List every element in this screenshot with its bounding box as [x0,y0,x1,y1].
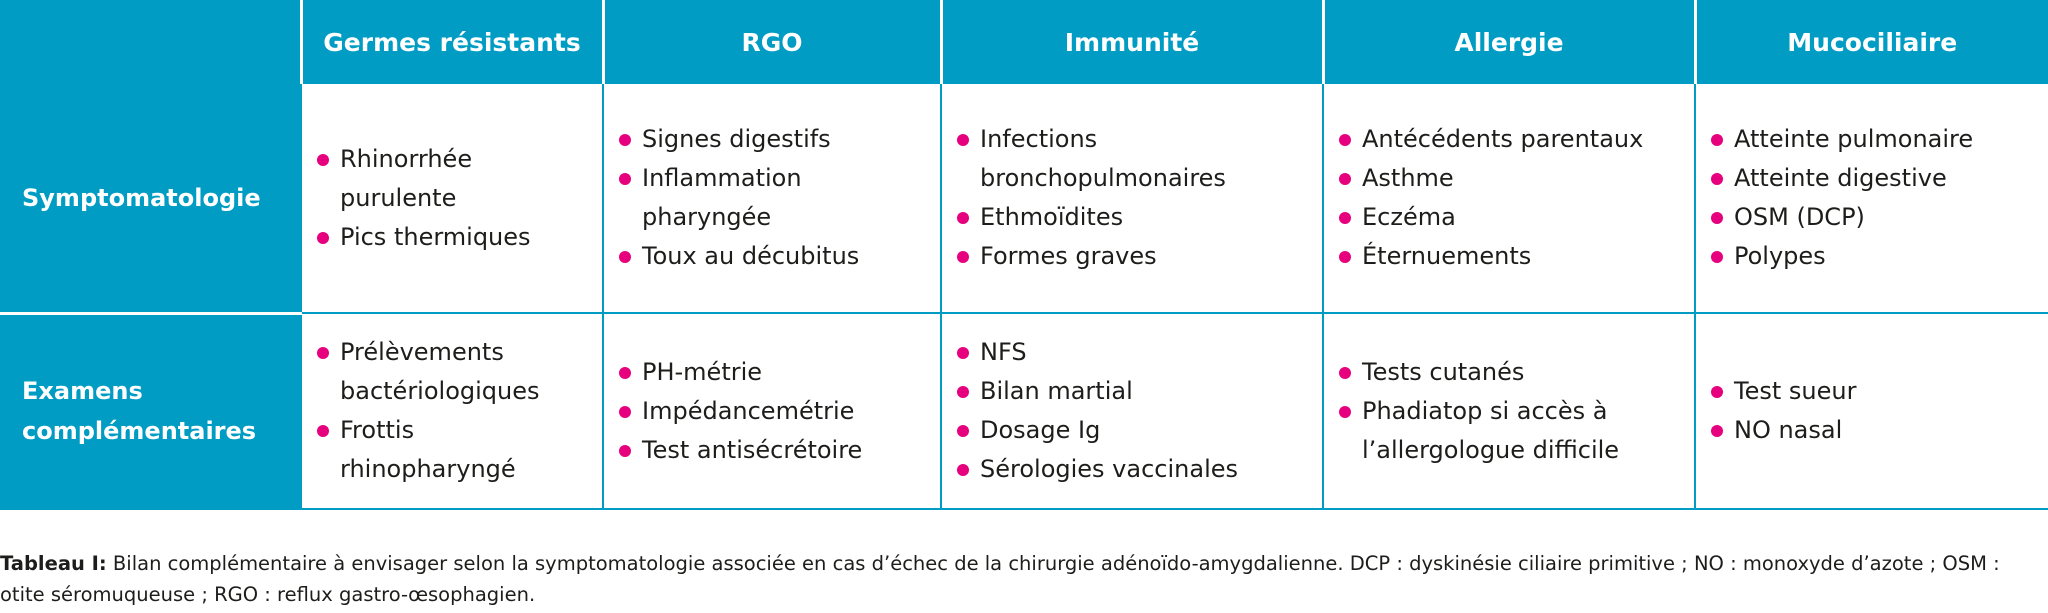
list-item-text: Asthme [1362,164,1454,192]
bullet-dot-icon [1339,251,1351,263]
list-item-text: Bilan martial [980,377,1133,405]
bullet-dot-icon [1339,212,1351,224]
list-item-text: Eczéma [1362,203,1456,231]
bullet-dot-icon [619,251,631,263]
table-cell [1695,83,2048,313]
list-item-text: Inflammation pharyngée [642,164,802,231]
list-item [956,198,1316,237]
list-item [1710,372,2042,411]
list-item-text: Signes digestifs [642,125,831,153]
bullet-dot-icon [1711,386,1723,398]
list-item-text: Tests cutanés [1362,357,1525,386]
bullet-dot-icon [1711,251,1723,263]
column-header: Mucociliaire [1695,1,2048,83]
bullet-dot-icon [1711,212,1723,224]
list-item-text: Antécédents parentaux [1362,125,1644,153]
list-item-text: Atteinte pulmonaire [1734,125,1974,153]
list-item [1338,353,1688,392]
list-item [956,333,1316,372]
bullet-list [1710,120,2042,276]
column-header: RGO [603,1,941,83]
bullet-dot-icon [957,464,969,476]
bullet-dot-icon [957,251,969,263]
list-item-text: Impédancemétrie [642,396,855,425]
bullet-dot-icon [1339,173,1351,185]
bullet-dot-icon [957,425,969,437]
list-item-text: Phadiatop si accès à l’allergologue difficile [1362,396,1620,464]
list-item-text: Infections bronchopulmonaires [980,125,1226,192]
list-item [956,450,1316,489]
list-item [1710,198,2042,237]
table-cell [603,313,941,509]
list-item-text: PH-métrie [642,357,763,386]
bullet-list [956,333,1316,489]
list-item [618,120,934,159]
table-caption [0,548,2048,610]
bullet-list [316,140,596,257]
bullet-dot-icon [957,134,969,146]
list-item [1338,392,1688,470]
bullet-dot-icon [619,445,631,457]
list-item-text: Dosage Ig [980,416,1101,444]
caption-label: Tableau I: [0,552,107,575]
column-header: Allergie [1323,1,1695,83]
table-cell [941,83,1323,313]
list-item [618,237,934,276]
table-row [1,83,2048,313]
bullet-list [956,120,1316,276]
list-item-text: Sérologies vaccinales [980,455,1238,483]
bullet-dot-icon [957,212,969,224]
list-item-text: NFS [980,338,1027,366]
list-item-text: Rhinorrhée purulente [340,144,473,212]
table-cell [1695,313,2048,509]
list-item-text: Atteinte digestive [1734,164,1947,192]
table-cell [603,83,941,313]
list-item [1338,237,1688,276]
list-item-text: Polypes [1734,242,1826,270]
column-header: Germes résistants [301,1,603,83]
table-cell [941,313,1323,509]
list-item [1338,159,1688,198]
bullet-dot-icon [1339,406,1351,418]
list-item-text: OSM (DCP) [1734,203,1865,231]
list-item-text: Toux au décubitus [642,242,860,270]
list-item [316,333,596,411]
list-item-text: Test sueur [1734,377,1857,405]
bullet-list [618,120,934,276]
bullet-list [618,353,934,470]
list-item [1338,198,1688,237]
list-item-text: Test antisécrétoire [642,435,863,464]
table-cell [1323,313,1695,509]
list-item [618,392,934,431]
bullet-dot-icon [619,173,631,185]
row-header: Symptomatologie [1,83,301,313]
list-item [618,431,934,470]
bullet-dot-icon [1711,425,1723,437]
bullet-dot-icon [317,425,329,437]
list-item [1710,237,2042,276]
bullet-list [316,333,596,489]
list-item-text: Prélèvements bactériologiques [340,338,540,405]
list-item [1710,159,2042,198]
table-cell [1323,83,1695,313]
header-row [1,1,2048,83]
bullet-dot-icon [1711,134,1723,146]
bullet-list [1710,372,2042,450]
table-cell [301,83,603,313]
caption-text: Bilan complémentaire à envisager selon la symptomatologie associée en cas d’échec de la chirurgie adénoïdo-amygdalienne. DCP : dyskinésie ciliaire primitive ; NO : monoxyde d’azote ; OSM : otite séromuqueuse ; RGO : reflux gastro-œsophagien. [0,552,2000,606]
table-row [1,313,2048,509]
bullet-dot-icon [957,386,969,398]
list-item [1710,411,2042,450]
list-item [956,120,1316,198]
list-item [316,411,596,489]
row-header: Examens complémentaires [1,313,301,509]
bullet-dot-icon [619,367,631,379]
list-item [316,140,596,218]
corner-cell [1,1,301,83]
list-item [956,372,1316,411]
list-item-text: Frottis rhinopharyngé [340,416,516,483]
list-item [956,411,1316,450]
bullet-list [1338,353,1688,470]
list-item [316,218,596,257]
list-item-text: NO nasal [1734,416,1843,444]
bullet-dot-icon [1711,173,1723,185]
bullet-dot-icon [619,134,631,146]
bullet-list [1338,120,1688,276]
list-item [1338,120,1688,159]
bullet-dot-icon [317,232,329,244]
table-cell [301,313,603,509]
list-item [618,353,934,392]
list-item-text: Formes graves [980,242,1157,270]
bullet-dot-icon [317,347,329,359]
bullet-dot-icon [1339,367,1351,379]
list-item [618,159,934,237]
bullet-dot-icon [1339,134,1351,146]
list-item [956,237,1316,276]
bullet-dot-icon [957,347,969,359]
list-item [1710,120,2042,159]
bullet-dot-icon [619,406,631,418]
list-item-text: Ethmoïdites [980,203,1124,231]
list-item-text: Éternuements [1362,242,1532,270]
column-header: Immunité [941,1,1323,83]
bullet-dot-icon [317,154,329,166]
list-item-text: Pics thermiques [340,222,531,251]
